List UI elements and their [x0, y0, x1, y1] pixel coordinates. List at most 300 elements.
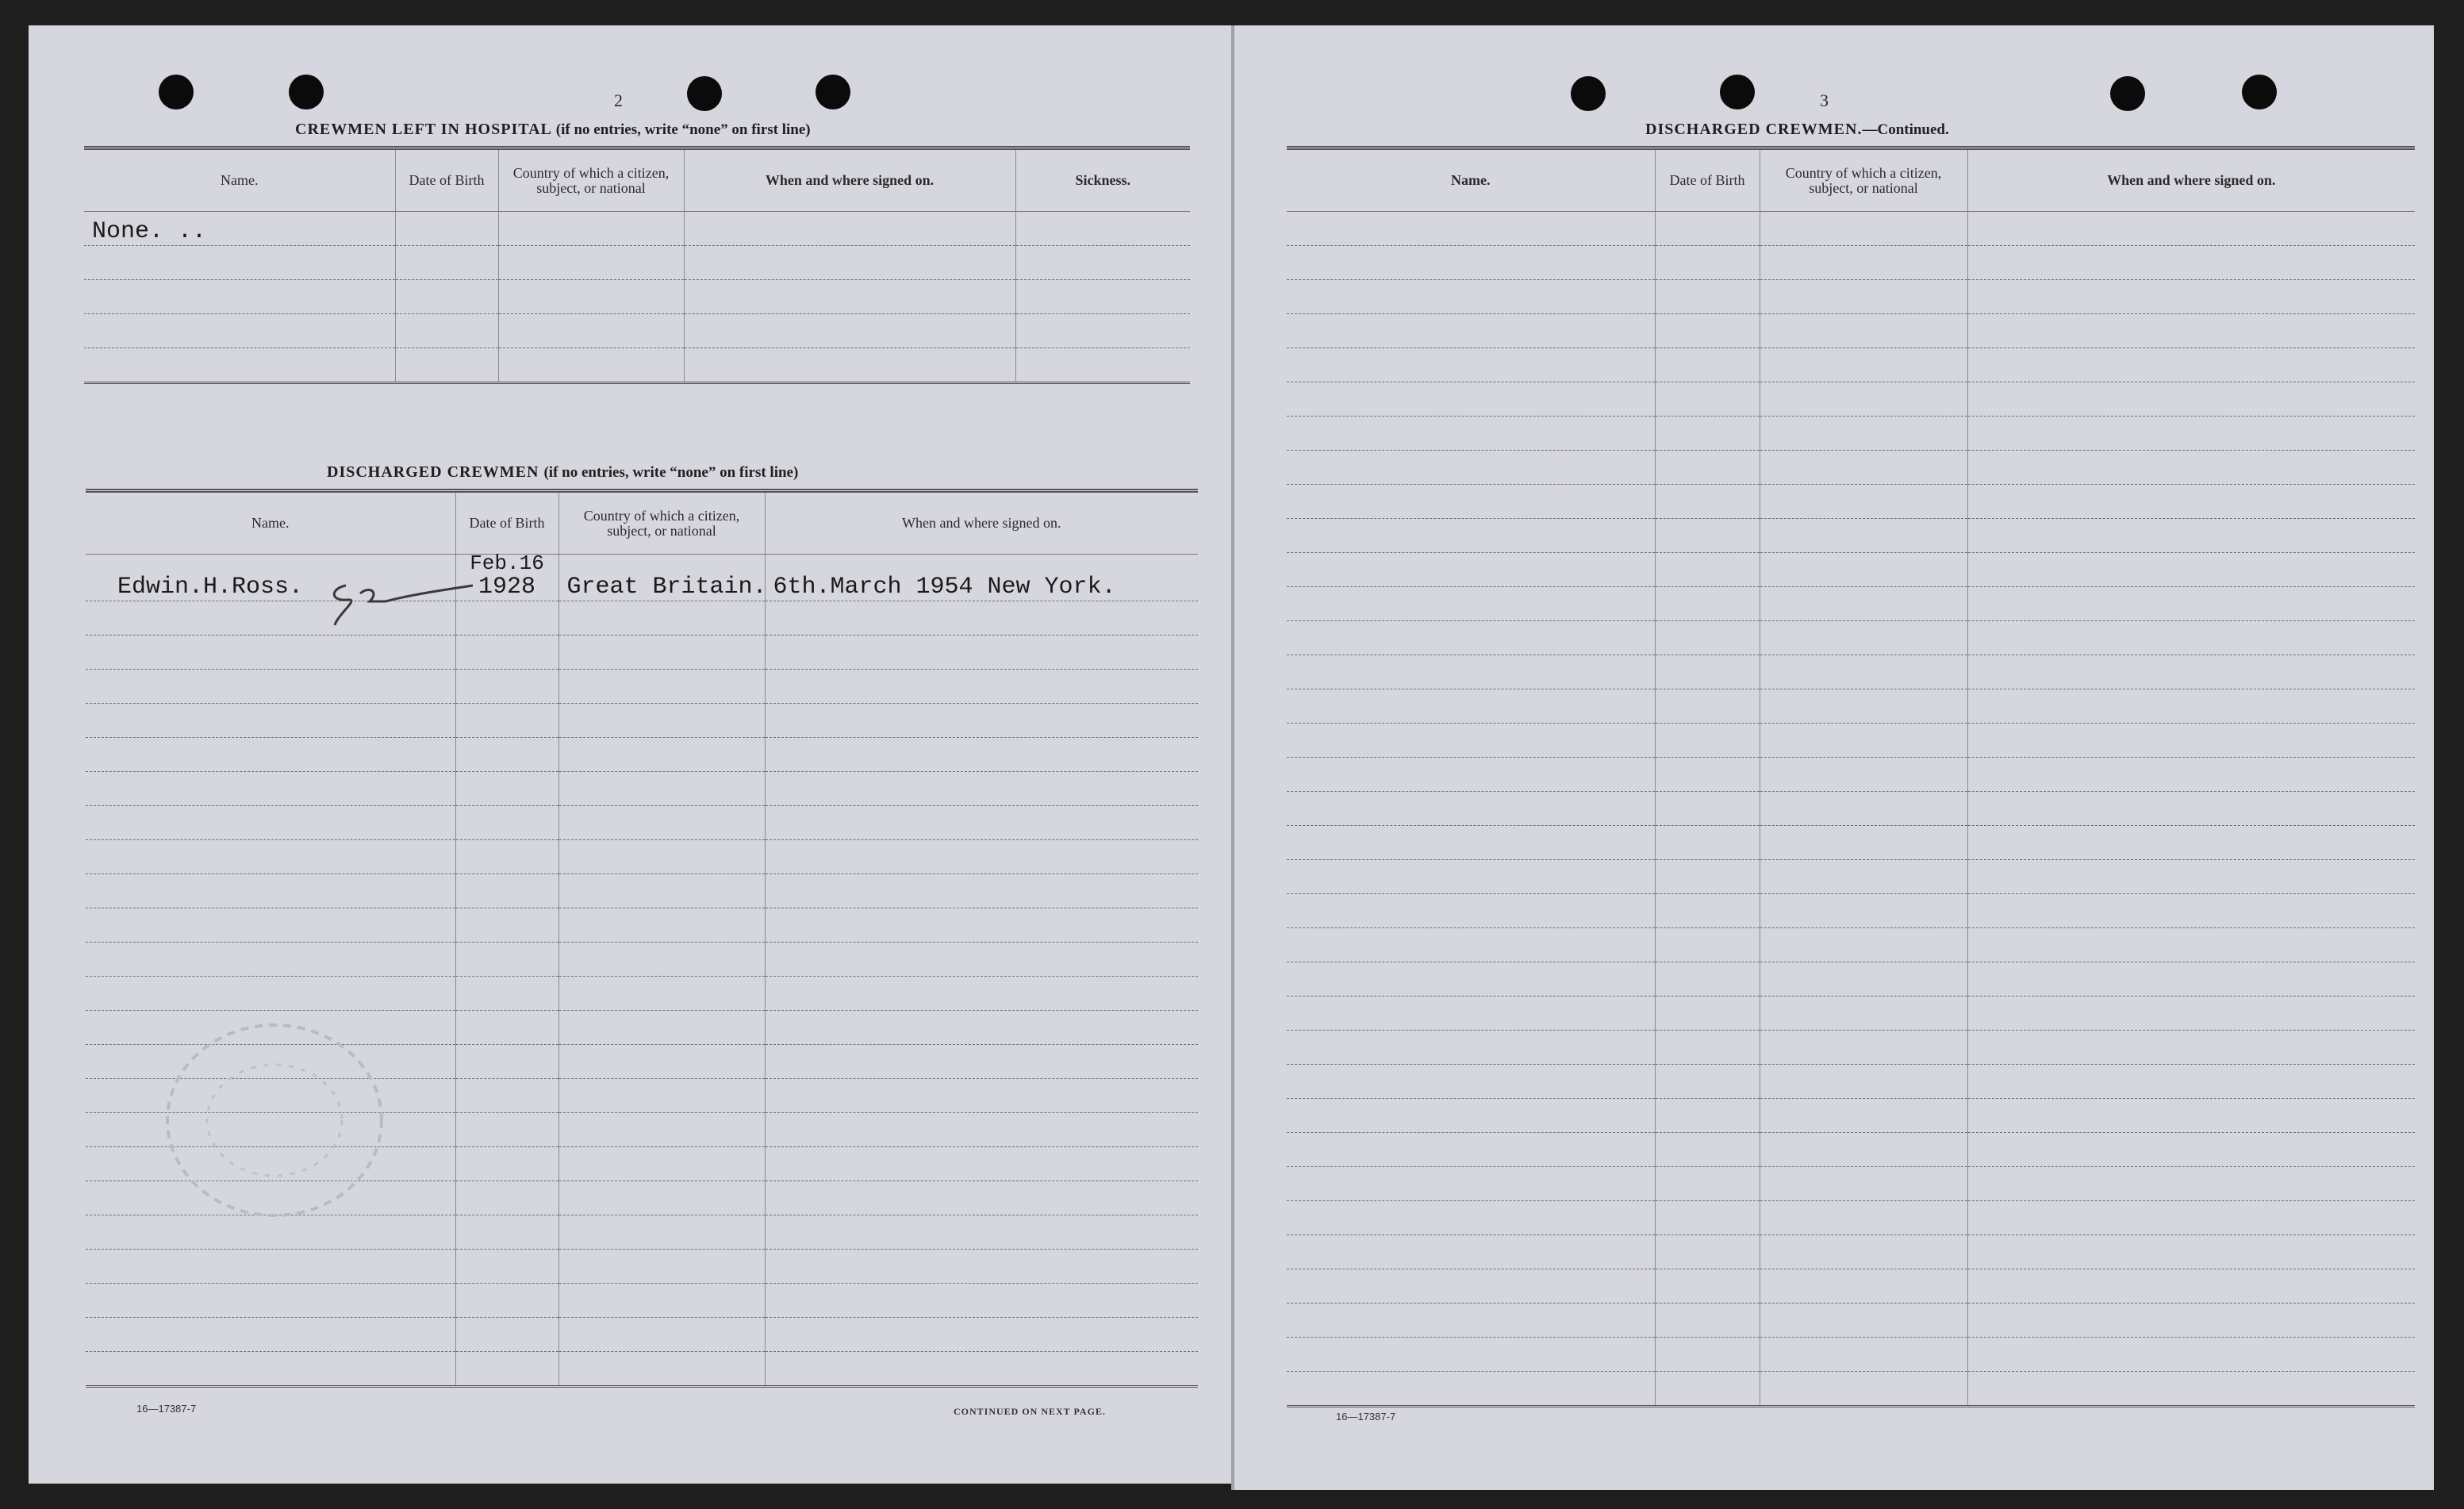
- table-row: [1287, 417, 2415, 451]
- punch-hole: [2242, 75, 2277, 109]
- table-row: [1287, 382, 2415, 417]
- table-row: [1287, 587, 2415, 621]
- table-cell: [1967, 451, 2415, 485]
- table-cell: [1967, 348, 2415, 382]
- table-cell: [1967, 246, 2415, 280]
- table-cell: [1655, 382, 1760, 417]
- punch-hole: [2110, 76, 2145, 111]
- table-row: [86, 601, 1198, 635]
- hospital-title-text: CREWMEN LEFT IN HOSPITAL: [295, 121, 551, 138]
- table-cell: [1760, 928, 1967, 962]
- table-cell: [558, 1079, 765, 1113]
- table-cell: [1287, 348, 1655, 382]
- column-header-name: Name.: [86, 491, 455, 555]
- table-cell: [1967, 212, 2415, 246]
- table-cell: [1655, 1201, 1760, 1235]
- table-cell: [1967, 826, 2415, 860]
- table-cell: [1967, 1099, 2415, 1133]
- table-cell: [1967, 1031, 2415, 1065]
- table-cell: [1760, 417, 1967, 451]
- table-cell: [1760, 1235, 1967, 1269]
- table-row: [86, 1045, 1198, 1079]
- right-page: [1234, 25, 2434, 1490]
- column-header-name: Name.: [1287, 148, 1655, 212]
- table-cell: [765, 1215, 1198, 1250]
- table-row: [86, 704, 1198, 738]
- table-cell: [1287, 485, 1655, 519]
- table-row: [84, 212, 1190, 246]
- table-cell: [1760, 246, 1967, 280]
- table-cell: [1760, 1372, 1967, 1407]
- table-cell: [455, 1079, 558, 1113]
- table-cell: [1287, 587, 1655, 621]
- table-cell: [455, 601, 558, 635]
- table-cell: [1655, 792, 1760, 826]
- table-cell: [455, 1352, 558, 1387]
- discharged-title-instruction: (if no entries, write “none” on first line): [543, 464, 799, 481]
- discharged-section-title: [327, 463, 798, 482]
- table-cell: [1967, 382, 2415, 417]
- crewman-dob-month-day: Feb.16: [470, 551, 544, 575]
- table-row: [1287, 621, 2415, 655]
- table-cell: [1655, 485, 1760, 519]
- table-cell: [684, 348, 1015, 383]
- table-cell: [1760, 1099, 1967, 1133]
- table-cell: [1967, 587, 2415, 621]
- table-row: [1287, 928, 2415, 962]
- table-cell: [684, 314, 1015, 348]
- table-cell: [1760, 860, 1967, 894]
- table-cell: [1760, 689, 1967, 724]
- table-cell: [1287, 1372, 1655, 1407]
- table-row: [1287, 314, 2415, 348]
- table-cell: [1655, 996, 1760, 1031]
- table-cell: [455, 943, 558, 977]
- table-cell: [1655, 417, 1760, 451]
- table-cell: [1967, 1201, 2415, 1235]
- table-cell: [1967, 280, 2415, 314]
- table-cell: [1287, 1031, 1655, 1065]
- table-row: [86, 670, 1198, 704]
- table-row: [86, 1181, 1198, 1215]
- table-row: [84, 246, 1190, 280]
- table-row: [86, 977, 1198, 1011]
- table-row: [1287, 519, 2415, 553]
- left-page: [29, 25, 1231, 1484]
- table-cell: [455, 977, 558, 1011]
- table-cell: [455, 1215, 558, 1250]
- table-cell: [1287, 246, 1655, 280]
- table-cell: [86, 1079, 455, 1113]
- table-cell: [1967, 1269, 2415, 1304]
- table-row: [1287, 1304, 2415, 1338]
- table-cell: [1967, 928, 2415, 962]
- table-cell: [1287, 621, 1655, 655]
- table-cell: [1287, 928, 1655, 962]
- table-cell: [1655, 826, 1760, 860]
- table-cell: [1655, 1133, 1760, 1167]
- table-cell: [1655, 621, 1760, 655]
- table-cell: [1287, 1304, 1655, 1338]
- table-cell: [1760, 1338, 1967, 1372]
- table-cell: [1760, 621, 1967, 655]
- table-row: [84, 280, 1190, 314]
- table-row: [86, 1147, 1198, 1181]
- table-row: [1287, 962, 2415, 996]
- column-header-signed-on: When and where signed on.: [765, 491, 1198, 555]
- table-cell: [1655, 1065, 1760, 1099]
- table-row: [1287, 212, 2415, 246]
- punch-hole: [1720, 75, 1755, 109]
- table-cell: [86, 1215, 455, 1250]
- table-cell: [395, 212, 498, 246]
- table-cell: [1760, 826, 1967, 860]
- table-cell: [1760, 1201, 1967, 1235]
- hospital-name-cell: None. ..: [84, 212, 395, 246]
- table-cell: [558, 635, 765, 670]
- table-cell: [558, 670, 765, 704]
- table-cell: [455, 772, 558, 806]
- table-row: [1287, 451, 2415, 485]
- table-row: [1287, 689, 2415, 724]
- table-row: [1287, 1099, 2415, 1133]
- table-cell: [1760, 485, 1967, 519]
- table-cell: [395, 246, 498, 280]
- table-cell: [1655, 1338, 1760, 1372]
- crewman-name-cell: [86, 555, 455, 601]
- table-cell: [1287, 1167, 1655, 1201]
- table-cell: [1655, 1304, 1760, 1338]
- table-cell: [1287, 758, 1655, 792]
- table-cell: [558, 704, 765, 738]
- table-cell: [86, 1113, 455, 1147]
- table-cell: [1967, 1065, 2415, 1099]
- table-cell: [1655, 1235, 1760, 1269]
- table-row: [84, 314, 1190, 348]
- table-cell: [1760, 587, 1967, 621]
- table-cell: [1967, 314, 2415, 348]
- table-row: [1287, 1065, 2415, 1099]
- table-cell: [86, 635, 455, 670]
- table-cell: [1760, 996, 1967, 1031]
- table-cell: [455, 908, 558, 943]
- page-number: 2: [614, 90, 623, 110]
- table-cell: [1967, 792, 2415, 826]
- table-row: [1287, 1338, 2415, 1372]
- column-header-date-of-birth: Date of Birth: [1655, 148, 1760, 212]
- table-row: [86, 1284, 1198, 1318]
- table-cell: [84, 246, 395, 280]
- table-row: [1287, 792, 2415, 826]
- table-cell: [765, 1181, 1198, 1215]
- column-header-signed-on: When and where signed on.: [684, 148, 1015, 212]
- table-cell: [1287, 417, 1655, 451]
- table-cell: [86, 1318, 455, 1352]
- table-row: [1287, 280, 2415, 314]
- table-row: [86, 1113, 1198, 1147]
- table-cell: [1760, 1269, 1967, 1304]
- table-row: [1287, 1372, 2415, 1407]
- table-cell: [765, 840, 1198, 874]
- table-cell: [86, 738, 455, 772]
- table-cell: [765, 1284, 1198, 1318]
- table-row: [1287, 996, 2415, 1031]
- table-cell: [1655, 246, 1760, 280]
- table-cell: [1967, 485, 2415, 519]
- table-cell: [86, 670, 455, 704]
- table-row: [86, 1079, 1198, 1113]
- table-cell: [765, 772, 1198, 806]
- table-row: [86, 772, 1198, 806]
- table-cell: [1967, 1372, 2415, 1407]
- table-cell: [455, 874, 558, 908]
- table-cell: [1967, 689, 2415, 724]
- discharged-table: [86, 489, 1198, 1388]
- table-cell: [1760, 451, 1967, 485]
- column-header-date-of-birth: Date of Birth: [455, 491, 558, 555]
- table-cell: [498, 314, 684, 348]
- table-row: [1287, 1201, 2415, 1235]
- table-row: [1287, 894, 2415, 928]
- table-cell: [1287, 280, 1655, 314]
- table-cell: [455, 704, 558, 738]
- column-header-date-of-birth: Date of Birth: [395, 148, 498, 212]
- table-cell: [1967, 1338, 2415, 1372]
- table-cell: [84, 348, 395, 383]
- table-cell: [1287, 894, 1655, 928]
- table-cell: [1655, 894, 1760, 928]
- table-cell: [1287, 1201, 1655, 1235]
- table-cell: [86, 1250, 455, 1284]
- table-cell: [1287, 860, 1655, 894]
- punch-hole: [159, 75, 194, 109]
- table-cell: [1967, 621, 2415, 655]
- table-cell: [1760, 655, 1967, 689]
- table-cell: [1760, 758, 1967, 792]
- table-cell: [1655, 1031, 1760, 1065]
- table-cell: [1015, 246, 1190, 280]
- table-cell: [558, 1284, 765, 1318]
- table-row: [86, 840, 1198, 874]
- table-cell: [1287, 451, 1655, 485]
- table-cell: [455, 1113, 558, 1147]
- table-cell: [1655, 1167, 1760, 1201]
- table-cell: [86, 704, 455, 738]
- table-cell: [1287, 519, 1655, 553]
- discharged-title-text: DISCHARGED CREWMEN: [327, 463, 539, 481]
- table-cell: [1760, 212, 1967, 246]
- table-cell: [1015, 314, 1190, 348]
- table-cell: [1287, 382, 1655, 417]
- table-cell: [1967, 1167, 2415, 1201]
- table-cell: [1967, 1133, 2415, 1167]
- table-row: [86, 738, 1198, 772]
- table-row: [1287, 246, 2415, 280]
- table-cell: [558, 874, 765, 908]
- table-cell: [1287, 655, 1655, 689]
- table-cell: [1655, 314, 1760, 348]
- table-cell: [765, 1352, 1198, 1387]
- table-cell: [558, 908, 765, 943]
- table-cell: [558, 1181, 765, 1215]
- table-cell: [1287, 1133, 1655, 1167]
- table-cell: [395, 314, 498, 348]
- table-cell: [1287, 962, 1655, 996]
- table-cell: [765, 1079, 1198, 1113]
- table-cell: [558, 772, 765, 806]
- table-cell: [1287, 1065, 1655, 1099]
- table-cell: [1967, 655, 2415, 689]
- table-cell: [765, 1011, 1198, 1045]
- table-cell: [498, 212, 684, 246]
- table-cell: [86, 1011, 455, 1045]
- table-cell: [1655, 348, 1760, 382]
- table-cell: [86, 943, 455, 977]
- table-cell: [765, 704, 1198, 738]
- table-cell: [1760, 280, 1967, 314]
- table-cell: [1655, 280, 1760, 314]
- form-number: 16—17387-7: [1336, 1411, 1396, 1423]
- table-cell: [1655, 928, 1760, 962]
- table-cell: [1760, 348, 1967, 382]
- table-cell: [86, 1352, 455, 1387]
- table-row: [1287, 348, 2415, 382]
- table-cell: [1287, 314, 1655, 348]
- table-cell: [684, 212, 1015, 246]
- column-header-signed-on: When and where signed on.: [1967, 148, 2415, 212]
- table-cell: [1967, 860, 2415, 894]
- table-row: [1287, 655, 2415, 689]
- table-cell: [86, 806, 455, 840]
- table-cell: [455, 1011, 558, 1045]
- table-cell: [1655, 451, 1760, 485]
- table-row: [86, 874, 1198, 908]
- table-cell: [86, 1045, 455, 1079]
- table-cell: [1287, 996, 1655, 1031]
- table-cell: [86, 977, 455, 1011]
- table-cell: [765, 601, 1198, 635]
- table-cell: [1287, 826, 1655, 860]
- table-cell: [1967, 1304, 2415, 1338]
- crewman-signed-on-cell: 6th.March 1954 New York.: [765, 555, 1198, 601]
- table-cell: [86, 908, 455, 943]
- punch-hole: [289, 75, 324, 109]
- table-cell: [558, 1215, 765, 1250]
- column-header-country: Country of which a citizen, subject, or national: [498, 148, 684, 212]
- hospital-title-instruction: (if no entries, write “none” on first line): [555, 121, 811, 138]
- table-cell: [498, 348, 684, 383]
- table-cell: [1655, 962, 1760, 996]
- table-cell: [558, 1250, 765, 1284]
- table-cell: [765, 806, 1198, 840]
- table-row: [1287, 724, 2415, 758]
- table-cell: [558, 1113, 765, 1147]
- table-row: [1287, 1133, 2415, 1167]
- table-row: [1287, 826, 2415, 860]
- table-cell: [765, 670, 1198, 704]
- table-cell: [1655, 212, 1760, 246]
- table-cell: [765, 977, 1198, 1011]
- table-cell: [1760, 894, 1967, 928]
- table-row: [86, 1250, 1198, 1284]
- table-row: [1287, 1031, 2415, 1065]
- table-cell: [1967, 894, 2415, 928]
- table-cell: [765, 874, 1198, 908]
- table-cell: [558, 1318, 765, 1352]
- table-cell: [1655, 724, 1760, 758]
- table-row: [86, 1011, 1198, 1045]
- discharged-continued-title: [1645, 121, 1949, 139]
- discharged-continued-title-suffix: —Continued.: [1862, 121, 1949, 138]
- table-cell: [455, 806, 558, 840]
- table-row: [1287, 860, 2415, 894]
- table-cell: [558, 943, 765, 977]
- table-row: [86, 1318, 1198, 1352]
- table-cell: [1655, 1269, 1760, 1304]
- table-cell: [1287, 1235, 1655, 1269]
- table-row: [86, 635, 1198, 670]
- table-cell: [1967, 417, 2415, 451]
- table-cell: [395, 280, 498, 314]
- table-cell: [1967, 519, 2415, 553]
- table-row: [86, 806, 1198, 840]
- table-cell: [455, 1284, 558, 1318]
- table-cell: [684, 280, 1015, 314]
- table-row: [86, 908, 1198, 943]
- table-cell: [765, 1113, 1198, 1147]
- table-cell: [455, 1250, 558, 1284]
- table-cell: [86, 1181, 455, 1215]
- column-header-country: Country of which a citizen, subject, or national: [1760, 148, 1967, 212]
- table-cell: [455, 1045, 558, 1079]
- discharged-continued-table: [1287, 146, 2415, 1407]
- table-cell: [558, 806, 765, 840]
- table-cell: [1655, 1099, 1760, 1133]
- table-row: [86, 1352, 1198, 1387]
- column-header-name: Name.: [84, 148, 395, 212]
- table-cell: [1760, 314, 1967, 348]
- form-number: 16—17387-7: [136, 1403, 197, 1415]
- table-cell: [1760, 553, 1967, 587]
- table-row: [86, 943, 1198, 977]
- table-cell: [1760, 724, 1967, 758]
- table-cell: [1287, 724, 1655, 758]
- table-row: [1287, 758, 2415, 792]
- table-cell: [1760, 1133, 1967, 1167]
- table-cell: [765, 635, 1198, 670]
- table-cell: [1287, 212, 1655, 246]
- table-cell: [1655, 553, 1760, 587]
- table-cell: [558, 738, 765, 772]
- table-row: [1287, 485, 2415, 519]
- table-cell: [1655, 758, 1760, 792]
- discharged-continued-title-text: DISCHARGED CREWMEN.: [1645, 121, 1863, 138]
- page-number: 3: [1820, 90, 1829, 110]
- table-cell: [1287, 1269, 1655, 1304]
- table-cell: [86, 772, 455, 806]
- table-cell: [1760, 1031, 1967, 1065]
- table-cell: [558, 1352, 765, 1387]
- table-cell: [765, 1147, 1198, 1181]
- hospital-section-title: [295, 121, 811, 139]
- punch-hole: [687, 76, 722, 111]
- table-cell: [1967, 996, 2415, 1031]
- crewman-dob-cell: [455, 551, 558, 601]
- table-cell: [84, 280, 395, 314]
- table-cell: [84, 314, 395, 348]
- column-header-country: Country of which a citizen, subject, or national: [558, 491, 765, 555]
- table-row: [1287, 1167, 2415, 1201]
